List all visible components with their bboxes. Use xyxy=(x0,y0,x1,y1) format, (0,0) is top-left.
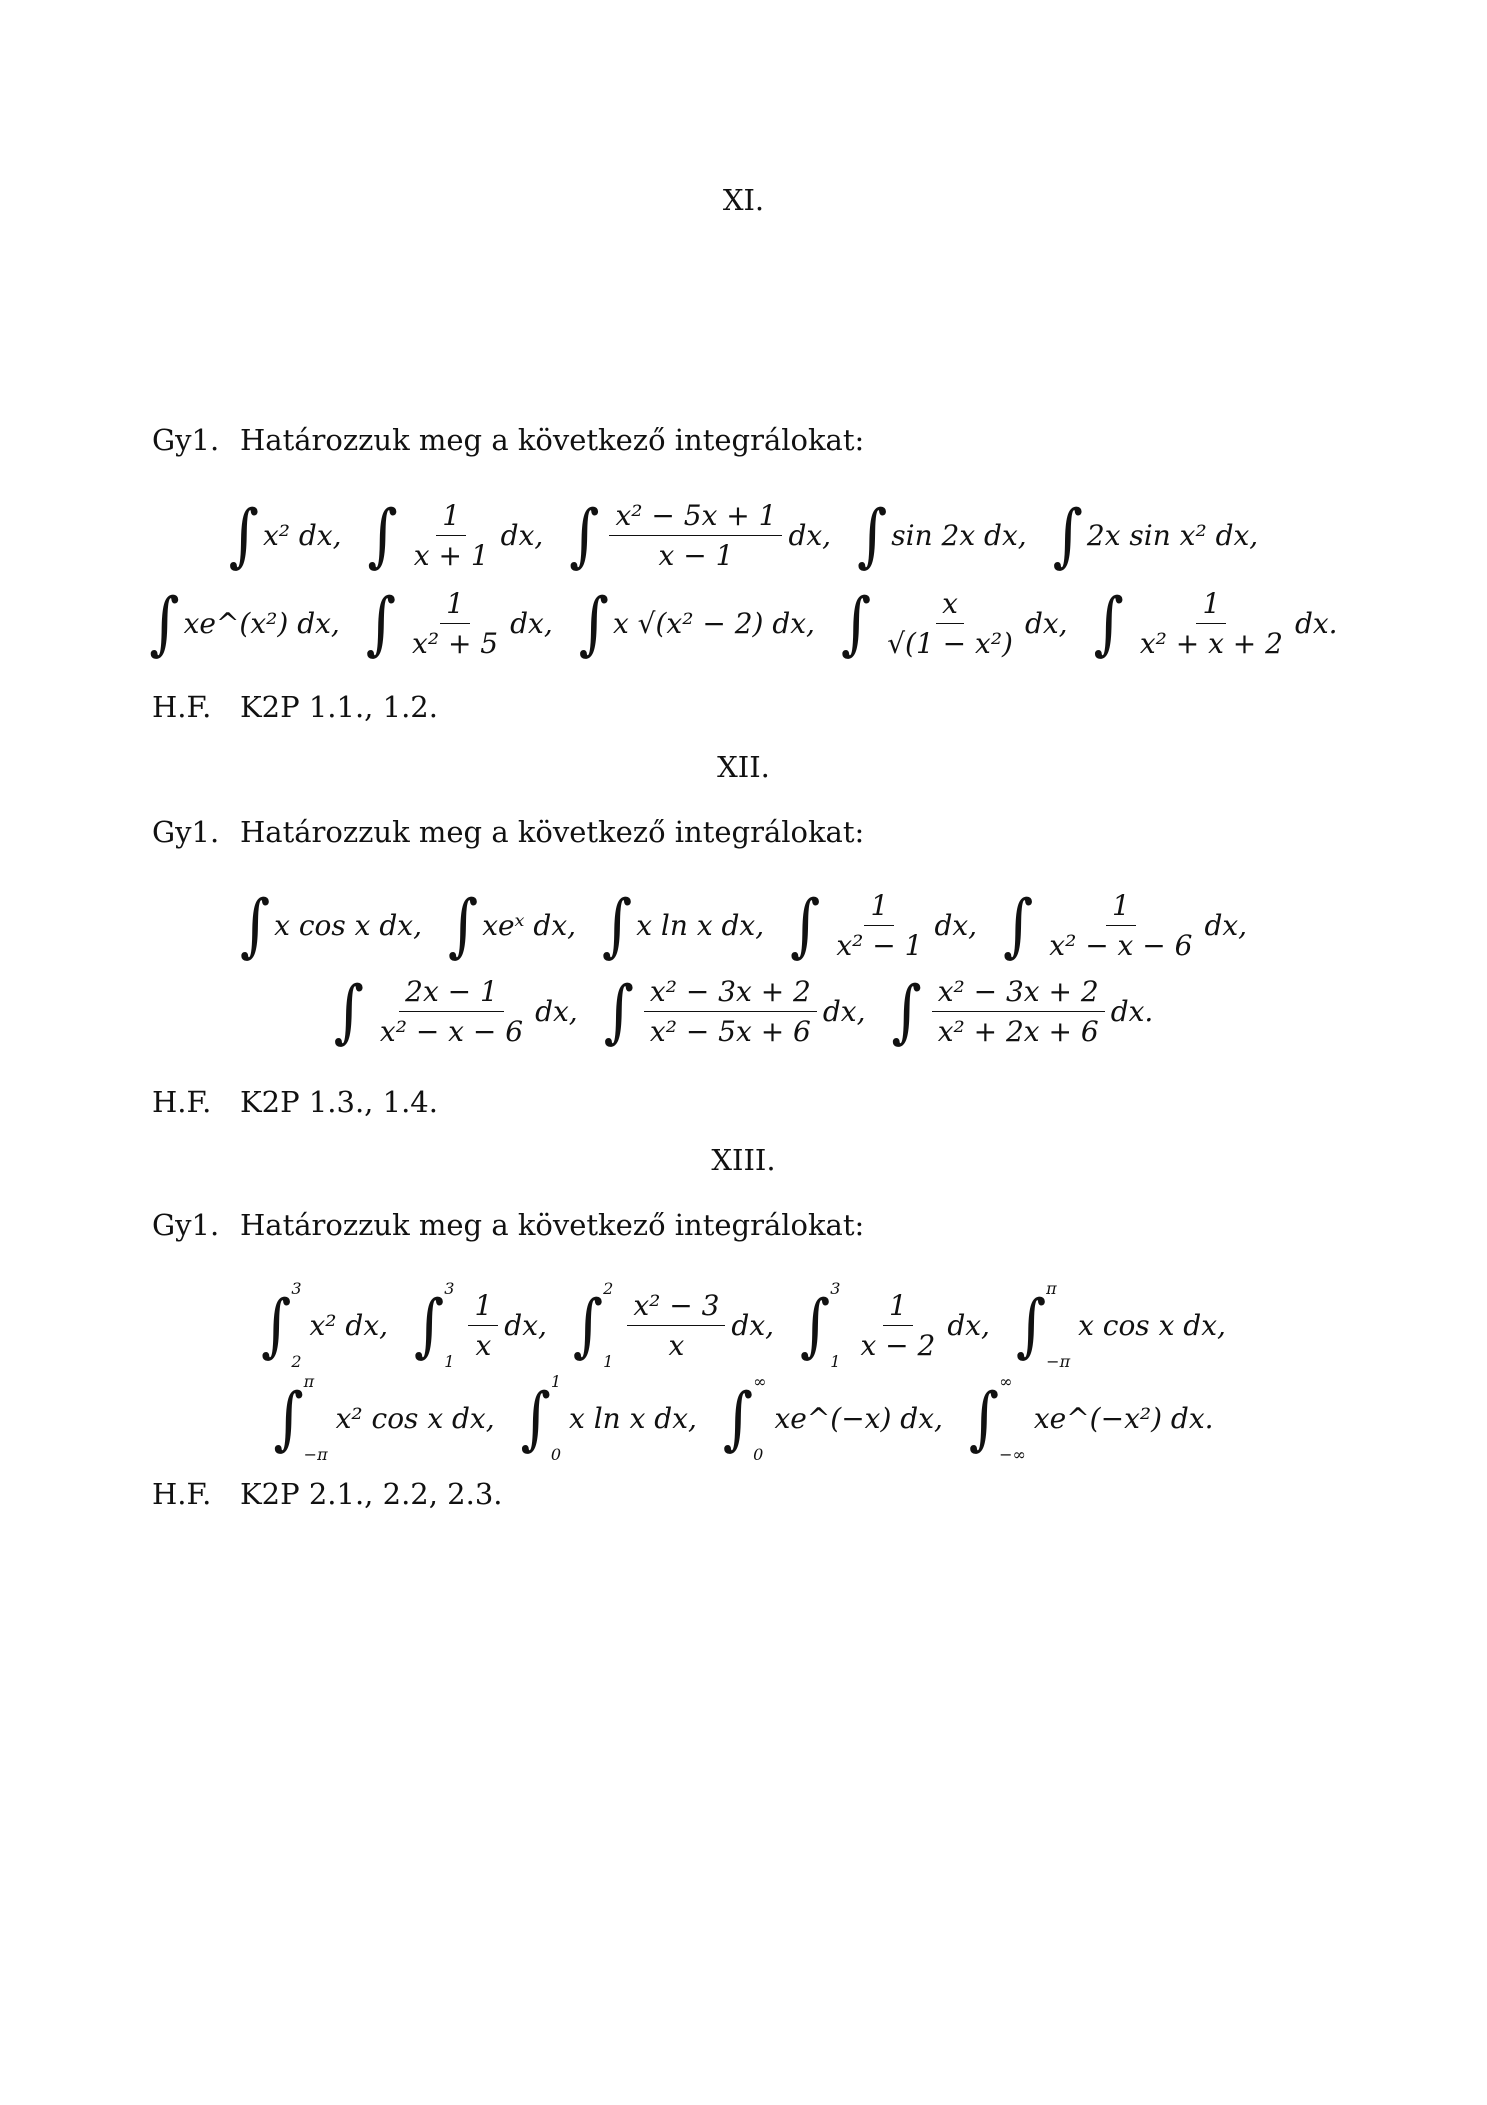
integral-sign: ∫ xyxy=(602,884,633,966)
homework-label: H.F. xyxy=(152,1477,212,1511)
fraction xyxy=(1043,889,1198,962)
integrand-differential: dx, xyxy=(535,994,578,1028)
integrand: x ln x dx, xyxy=(636,908,765,942)
integral-expression xyxy=(1003,884,1248,966)
integrand-differential: dx, xyxy=(500,518,544,552)
integral-sign: ∫ xyxy=(149,582,180,664)
integral-expression xyxy=(891,970,1154,1052)
exercise-label: Gy1. xyxy=(152,423,220,457)
integral-sign: ∫ xyxy=(228,494,260,576)
fraction xyxy=(468,1289,498,1362)
homework-line-xi xyxy=(152,690,438,724)
integrand-differential: dx, xyxy=(1204,908,1248,942)
integrand: x cos x dx, xyxy=(1078,1308,1226,1342)
integral-expression xyxy=(367,494,544,576)
fraction xyxy=(932,975,1105,1048)
integral-sign: ∫ xyxy=(569,494,600,576)
integral-sign: ∫ xyxy=(367,494,398,576)
integral-sign: ∫ xyxy=(447,884,479,966)
integral-row xyxy=(0,490,1487,580)
integrand: x² dx, xyxy=(309,1308,389,1342)
denominator: √(1 − x²) xyxy=(887,626,1013,660)
homework-text: K2P 1.3., 1.4. xyxy=(240,1085,438,1119)
integral-limits xyxy=(753,1372,766,1464)
numerator: 1 xyxy=(436,499,466,536)
integrand-differential: dx, xyxy=(822,994,866,1028)
integral-sign: ∫ xyxy=(520,1377,551,1459)
fraction xyxy=(830,889,928,962)
integral-sign: ∫ xyxy=(261,1284,292,1366)
integrand: x cos x dx, xyxy=(274,908,422,942)
integral-limits xyxy=(830,1279,840,1371)
integral-sign: ∫ xyxy=(578,582,609,664)
integrand-differential: dx, xyxy=(1024,606,1068,640)
numerator: 1 xyxy=(883,1289,913,1326)
integral-sign: ∫ xyxy=(800,1284,831,1366)
upper-limit: 2 xyxy=(603,1279,614,1298)
integrand-differential: dx, xyxy=(504,1308,547,1342)
integral-expression xyxy=(569,494,832,576)
exercise-line-xi xyxy=(152,423,864,457)
integrand-differential: dx. xyxy=(1110,994,1154,1028)
integral-expression xyxy=(239,884,422,966)
exercise-line-xii xyxy=(152,815,864,849)
integral-expression xyxy=(800,1279,990,1371)
integral-expression xyxy=(1016,1279,1226,1371)
lower-limit: 0 xyxy=(550,1445,562,1464)
integral-limits xyxy=(304,1372,328,1464)
integral-limits xyxy=(1046,1279,1070,1371)
fraction xyxy=(408,499,495,572)
denominator: x² + x + 2 xyxy=(1139,626,1283,660)
integral-sign: ∫ xyxy=(840,582,872,664)
integral-limits xyxy=(999,1372,1026,1464)
integral-expression xyxy=(723,1372,943,1464)
integral-sign: ∫ xyxy=(891,970,922,1052)
integrand-differential: dx, xyxy=(510,606,553,640)
lower-limit: 1 xyxy=(444,1352,455,1371)
numerator: x² − 3 xyxy=(627,1289,725,1326)
lower-limit: −π xyxy=(303,1445,328,1464)
integral-sign: ∫ xyxy=(572,1284,604,1366)
integral-sign: ∫ xyxy=(239,884,271,966)
homework-text: K2P 1.1., 1.2. xyxy=(240,690,438,724)
integrand: xe^(−x²) dx. xyxy=(1033,1401,1214,1435)
fraction xyxy=(854,1289,941,1362)
integrand-differential: dx, xyxy=(731,1308,775,1342)
integral-expression xyxy=(261,1279,388,1371)
exercise-text: Határozzuk meg a következő integrálokat: xyxy=(240,1208,865,1242)
denominator: x − 1 xyxy=(658,538,734,572)
integral-limits xyxy=(444,1279,454,1371)
fraction xyxy=(644,975,817,1048)
section-title-xiii: XIII. xyxy=(711,1143,776,1177)
integral-expression xyxy=(840,582,1068,664)
upper-limit: π xyxy=(303,1372,315,1391)
homework-label: H.F. xyxy=(152,690,212,724)
numerator: 1 xyxy=(864,889,894,926)
homework-label: H.F. xyxy=(152,1085,212,1119)
fraction xyxy=(627,1289,725,1362)
integral-row xyxy=(0,1368,1487,1468)
integral-sign: ∫ xyxy=(273,1377,304,1459)
integral-sign: ∫ xyxy=(722,1377,754,1459)
integral-sign: ∫ xyxy=(333,970,364,1052)
integral-expression xyxy=(573,1279,774,1371)
integral-row xyxy=(0,1275,1487,1375)
numerator: x xyxy=(936,587,964,624)
exercise-text: Határozzuk meg a következő integrálokat: xyxy=(240,815,865,849)
integrand: sin 2x dx, xyxy=(891,518,1027,552)
integral-sign: ∫ xyxy=(790,884,821,966)
integral-expression xyxy=(578,582,815,664)
integral-expression xyxy=(521,1372,697,1464)
integral-row xyxy=(0,966,1487,1056)
integral-sign: ∫ xyxy=(1015,1284,1047,1366)
integral-expression xyxy=(1052,494,1259,576)
fraction xyxy=(1134,587,1289,660)
integral-expression xyxy=(273,1372,494,1464)
section-title-xii: XII. xyxy=(717,750,770,784)
integrand-differential: dx, xyxy=(788,518,832,552)
integrand: xe^(x²) dx, xyxy=(183,606,340,640)
integral-sign: ∫ xyxy=(414,1284,445,1366)
integral-sign: ∫ xyxy=(603,970,634,1052)
integral-expression xyxy=(333,970,578,1052)
integral-expression xyxy=(228,494,342,576)
denominator: x xyxy=(475,1328,492,1362)
fraction xyxy=(881,587,1019,660)
lower-limit: 1 xyxy=(830,1352,841,1371)
integrand: xe^(−x) dx, xyxy=(774,1401,943,1435)
fraction xyxy=(609,499,782,572)
integral-row xyxy=(0,578,1487,668)
homework-line-xiii xyxy=(152,1477,503,1511)
integral-expression xyxy=(414,1279,547,1371)
homework-text: K2P 2.1., 2.2, 2.3. xyxy=(240,1477,503,1511)
denominator: x xyxy=(668,1328,685,1362)
integral-expression xyxy=(365,582,553,664)
integrand: x ln x dx, xyxy=(569,1401,697,1435)
upper-limit: π xyxy=(1046,1279,1057,1298)
integrand-differential: dx, xyxy=(947,1308,990,1342)
numerator: x² − 5x + 1 xyxy=(609,499,782,536)
integrand-differential: dx, xyxy=(934,908,978,942)
integral-limits xyxy=(291,1279,301,1371)
denominator: x² − x − 6 xyxy=(1049,928,1193,962)
integral-expression xyxy=(603,970,866,1052)
upper-limit: 3 xyxy=(830,1279,841,1298)
exercise-text: Határozzuk meg a következő integrálokat: xyxy=(240,423,865,457)
integral-sign: ∫ xyxy=(1003,884,1034,966)
lower-limit: 1 xyxy=(603,1352,614,1371)
denominator: x² − 1 xyxy=(836,928,923,962)
numerator: 1 xyxy=(440,587,470,624)
lower-limit: 0 xyxy=(753,1445,764,1464)
upper-limit: 3 xyxy=(444,1279,455,1298)
integral-sign: ∫ xyxy=(1093,582,1124,664)
denominator: x² + 5 xyxy=(412,626,499,660)
integrand-differential: dx. xyxy=(1294,606,1338,640)
integral-expression xyxy=(1093,582,1338,664)
numerator: 1 xyxy=(468,1289,498,1326)
integral-sign: ∫ xyxy=(857,494,888,576)
lower-limit: −∞ xyxy=(999,1445,1026,1464)
numerator: 1 xyxy=(1196,587,1226,624)
denominator: x + 1 xyxy=(413,538,489,572)
denominator: x² + 2x + 6 xyxy=(937,1014,1099,1048)
upper-limit: 1 xyxy=(550,1372,562,1391)
integrand: xeˣ dx, xyxy=(482,908,577,942)
exercise-line-xiii xyxy=(152,1208,864,1242)
integral-expression xyxy=(602,884,765,966)
integral-sign: ∫ xyxy=(1052,494,1083,576)
section-title-xi: XI. xyxy=(722,183,765,217)
upper-limit: ∞ xyxy=(999,1372,1013,1391)
lower-limit: −π xyxy=(1046,1352,1071,1371)
numerator: x² − 3x + 2 xyxy=(932,975,1105,1012)
integrand: x² cos x dx, xyxy=(335,1401,495,1435)
exercise-label: Gy1. xyxy=(152,1208,220,1242)
integral-expression xyxy=(447,884,577,966)
integrand: 2x sin x² dx, xyxy=(1086,518,1259,552)
integral-sign: ∫ xyxy=(365,582,397,664)
denominator: x² − 5x + 6 xyxy=(649,1014,811,1048)
numerator: 1 xyxy=(1106,889,1136,926)
upper-limit: 3 xyxy=(291,1279,302,1298)
integral-row xyxy=(0,880,1487,970)
integral-expression xyxy=(857,494,1027,576)
denominator: x − 2 xyxy=(860,1328,936,1362)
numerator: x² − 3x + 2 xyxy=(644,975,817,1012)
integral-limits xyxy=(603,1279,613,1371)
homework-line-xii xyxy=(152,1085,438,1119)
lower-limit: 2 xyxy=(291,1352,302,1371)
fraction xyxy=(406,587,504,660)
denominator: x² − x − 6 xyxy=(379,1014,524,1048)
integral-expression xyxy=(969,1372,1214,1464)
integral-expression xyxy=(149,582,340,664)
exercise-label: Gy1. xyxy=(152,815,220,849)
integral-sign: ∫ xyxy=(968,1377,1000,1459)
integrand: x² dx, xyxy=(263,518,342,552)
upper-limit: ∞ xyxy=(753,1372,767,1391)
fraction xyxy=(374,975,529,1048)
integral-expression xyxy=(790,884,978,966)
numerator: 2x − 1 xyxy=(399,975,504,1012)
integral-limits xyxy=(551,1372,561,1464)
integrand: x √(x² − 2) dx, xyxy=(612,606,815,640)
